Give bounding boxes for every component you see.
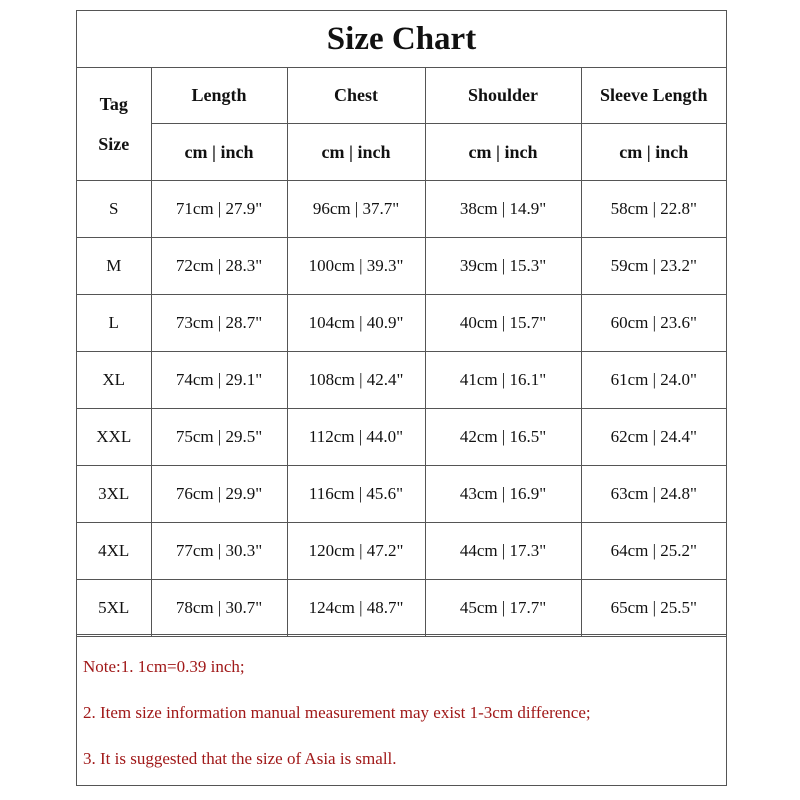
note-3: 3. It is suggested that the size of Asia is small. (83, 749, 397, 768)
unit-row (77, 124, 726, 181)
cell-sleeve: 58cm | 22.8" (581, 181, 726, 238)
shoulder-unit: cm | inch (425, 124, 581, 181)
tag-label: Tag (99, 94, 128, 114)
cell-size: XL (77, 352, 151, 409)
cell-chest: 104cm | 40.9" (287, 295, 425, 352)
chest-unit: cm | inch (287, 124, 425, 181)
chest-header: Chest (287, 68, 425, 124)
table-row (77, 409, 726, 466)
cell-size: S (77, 181, 151, 238)
table-row (77, 352, 726, 409)
sleeve-length-header: Sleeve Length (581, 68, 726, 124)
cell-length: 72cm | 28.3" (151, 238, 287, 295)
shoulder-header: Shoulder (425, 68, 581, 124)
cell-length: 75cm | 29.5" (151, 409, 287, 466)
table-row (77, 181, 726, 238)
cell-shoulder: 41cm | 16.1" (425, 352, 581, 409)
cell-sleeve: 60cm | 23.6" (581, 295, 726, 352)
cell-size: 4XL (77, 523, 151, 580)
tag-size-header (77, 68, 151, 181)
chart-title: Size Chart (77, 11, 726, 68)
size-table (77, 68, 726, 637)
table-row (77, 523, 726, 580)
length-unit: cm | inch (151, 124, 287, 181)
cell-chest: 96cm | 37.7" (287, 181, 425, 238)
size-chart (76, 10, 727, 786)
cell-length: 78cm | 30.7" (151, 580, 287, 637)
table-row (77, 238, 726, 295)
note-1: Note:1. 1cm=0.39 inch; (83, 657, 245, 676)
cell-chest: 116cm | 45.6" (287, 466, 425, 523)
cell-size: 5XL (77, 580, 151, 637)
cell-size: M (77, 238, 151, 295)
cell-shoulder: 42cm | 16.5" (425, 409, 581, 466)
cell-shoulder: 45cm | 17.7" (425, 580, 581, 637)
table-row (77, 466, 726, 523)
cell-sleeve: 62cm | 24.4" (581, 409, 726, 466)
cell-size: XXL (77, 409, 151, 466)
cell-shoulder: 40cm | 15.7" (425, 295, 581, 352)
cell-size: 3XL (77, 466, 151, 523)
table-row (77, 295, 726, 352)
cell-sleeve: 65cm | 25.5" (581, 580, 726, 637)
cell-shoulder: 38cm | 14.9" (425, 181, 581, 238)
cell-length: 71cm | 27.9" (151, 181, 287, 238)
note-2: 2. Item size information manual measurement may exist 1-3cm difference; (83, 703, 591, 722)
cell-chest: 120cm | 47.2" (287, 523, 425, 580)
cell-sleeve: 61cm | 24.0" (581, 352, 726, 409)
cell-sleeve: 63cm | 24.8" (581, 466, 726, 523)
cell-shoulder: 43cm | 16.9" (425, 466, 581, 523)
cell-sleeve: 64cm | 25.2" (581, 523, 726, 580)
size-label: Size (98, 134, 130, 154)
notes-section (77, 634, 726, 786)
cell-length: 76cm | 29.9" (151, 466, 287, 523)
cell-chest: 108cm | 42.4" (287, 352, 425, 409)
length-header: Length (151, 68, 287, 124)
cell-length: 73cm | 28.7" (151, 295, 287, 352)
cell-size: L (77, 295, 151, 352)
cell-chest: 100cm | 39.3" (287, 238, 425, 295)
table-row (77, 580, 726, 637)
cell-length: 74cm | 29.1" (151, 352, 287, 409)
sleeve-unit: cm | inch (581, 124, 726, 181)
cell-shoulder: 44cm | 17.3" (425, 523, 581, 580)
cell-chest: 124cm | 48.7" (287, 580, 425, 637)
header-row (77, 68, 726, 124)
cell-shoulder: 39cm | 15.3" (425, 238, 581, 295)
cell-sleeve: 59cm | 23.2" (581, 238, 726, 295)
cell-length: 77cm | 30.3" (151, 523, 287, 580)
cell-chest: 112cm | 44.0" (287, 409, 425, 466)
